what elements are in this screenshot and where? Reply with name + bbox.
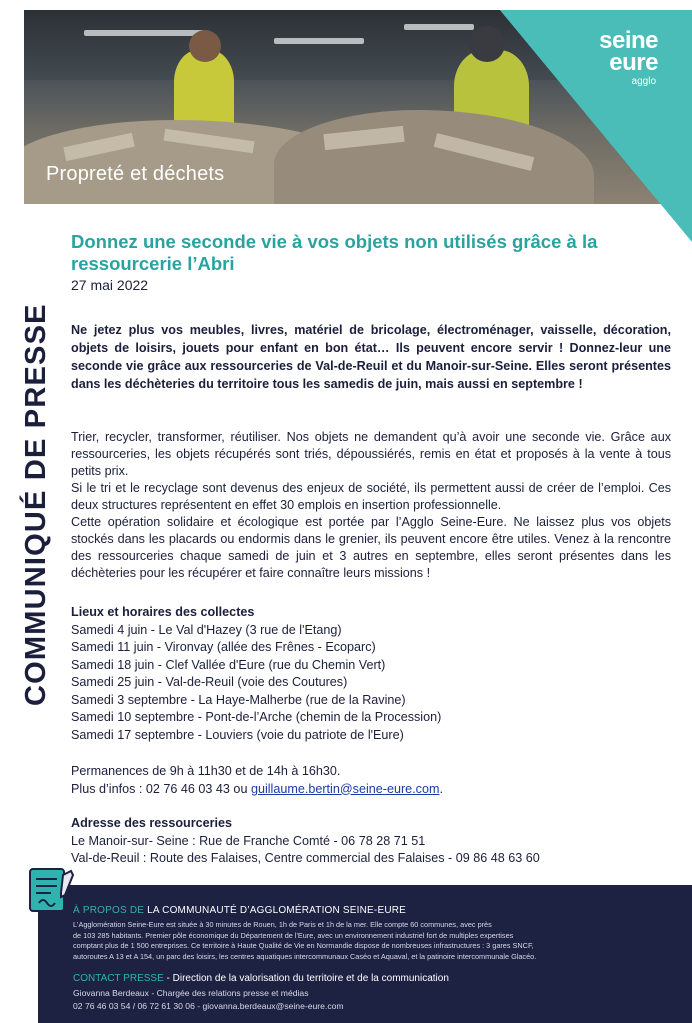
paragraph: Cette opération solidaire et écologique est portée par l’Agglo Seine-Eure. Ne laissez plus vos objets stockés dans les placards ou endormis dans le grenier, ils peuvent encore être utiles. Venez à la rencontre des ressourceries chaque samedi de juin et 3 autres en septembre, elles seront présentes dans les déchèteries pour les récupérer et faire connaître leurs missions ! (71, 515, 671, 580)
contact-details: 02 76 46 03 54 / 06 72 61 30 06 - giovanna.berdeaux@seine-eure.com (73, 1001, 344, 1011)
collection-item: Samedi 4 juin - Le Val d'Hazey (3 rue de l'Etang) (71, 622, 342, 637)
seine-eure-logo (578, 27, 658, 87)
contact-heading (73, 973, 449, 984)
logo-text-eure: eure (609, 49, 658, 76)
contact-heading-title: - Direction de la valorisation du territoire et de la communication (163, 973, 449, 984)
article-lead: Ne jetez plus vos meubles, livres, matériel de bricolage, électroménager, vaisselle, décoration, objets de loisirs, jouets pour enfant en bon état… Ils peuvent encore servir ! Donnez-leur une seconde vie grâce aux ressourceries de Val-de-Reuil et du Manoir-sur-Seine. Elles seront présentes dans les déchèteries du territoire tous les samedis de juin, mais aussi en septembre ! (71, 323, 671, 391)
opening-hours: Permanences de 9h à 11h30 et de 14h à 16h30. (71, 764, 341, 778)
hours-info (71, 763, 671, 798)
about-line: comptant plus de 1 500 entreprises. Ce territoire à Haute Qualité de Vie en Normandie dispose de nombreuses infrastructures : 3 gares SNCF, (73, 941, 534, 950)
collection-item: Samedi 25 juin - Val-de-Reuil (voie des Coutures) (71, 675, 348, 689)
collection-item: Samedi 17 septembre - Louviers (voie du patriote de l'Eure) (71, 727, 404, 742)
article-title: Donnez une seconde vie à vos objets non utilisés grâce à la ressourcerie l’Abri (71, 231, 598, 274)
collection-item: Samedi 3 septembre - La Haye-Malherbe (rue de la Ravine) (71, 692, 406, 707)
collection-heading: Lieux et horaires des collectes (71, 605, 255, 619)
address-item: Val-de-Reuil : Route des Falaises, Centre commercial des Falaises - 09 86 48 63 60 (71, 851, 540, 865)
contact-name: Giovanna Berdeaux - Chargée des relations presse et médias (73, 988, 309, 998)
collection-item: Samedi 11 juin - Vironvay (allée des Frênes - Ecoparc) (71, 640, 376, 654)
about-heading (73, 905, 406, 916)
collection-schedule (71, 604, 671, 744)
address-heading: Adresse des ressourceries (71, 816, 233, 830)
contact-email-link[interactable]: guillaume.bertin@seine-eure.com (250, 781, 440, 796)
paragraph: Si le tri et le recyclage sont devenus des enjeux de société, ils permettent aussi de créer de l’emploi. Ces deux structures représentent en effet 30 emplois en insertion professionnelle. (71, 481, 671, 512)
collection-item: Samedi 10 septembre - Pont-de-l’Arche (chemin de la Procession) (71, 710, 442, 724)
footer-about-panel (38, 885, 692, 1023)
article-body (71, 429, 671, 582)
more-info-phone: Plus d’infos : 02 76 46 03 43 ou (71, 781, 251, 796)
more-info-suffix: . (439, 781, 443, 796)
contact-heading-prefix: CONTACT PRESSE (73, 973, 164, 984)
about-line: de 103 285 habitants. Premier pôle économique du Département de l'Eure, avec un environnement industriel fort de multiples expertises (73, 930, 514, 940)
about-line: L'Agglomération Seine-Eure est située à 30 minutes de Rouen, 1h de Paris et 1h de la mer. Elle compte 60 communes, avec près (73, 920, 492, 929)
more-info-line (71, 781, 671, 799)
about-heading-title: LA COMMUNAUTÉ D’AGGLOMÉRATION SEINE-EURE (144, 905, 407, 916)
address-item: Le Manoir-sur- Seine : Rue de Franche Comté - 06 78 28 71 51 (71, 833, 426, 848)
document-pen-icon (27, 865, 77, 917)
article-date: 27 mai 2022 (71, 277, 149, 293)
paragraph: Trier, recycler, transformer, réutiliser. Nos objets ne demandent qu’à avoir une seconde vie. Grâce aux ressourceries, les objets récupérés sont triés, dépoussiérés, remis en état et proposés à la vente à tous petits prix. (71, 430, 671, 478)
ressourcerie-addresses (71, 815, 671, 868)
collection-item: Samedi 18 juin - Clef Vallée d'Eure (rue du Chemin Vert) (71, 657, 386, 672)
logo-text-seine: seine (599, 27, 658, 54)
about-heading-prefix: À PROPOS DE (73, 905, 145, 916)
category-heading: Propreté et déchets (46, 163, 225, 185)
about-line: autoroutes A 13 et A 154, un parc des loisirs, les centres aquatiques intercommunaux Caséo et Aquaval, et la patinoire intercommunale Glacéo. (73, 951, 537, 961)
about-text (73, 920, 673, 962)
logo-text-agglo: agglo (631, 76, 656, 87)
press-release-side-label: COMMUNIQUÉ DE PRESSE (20, 303, 52, 706)
